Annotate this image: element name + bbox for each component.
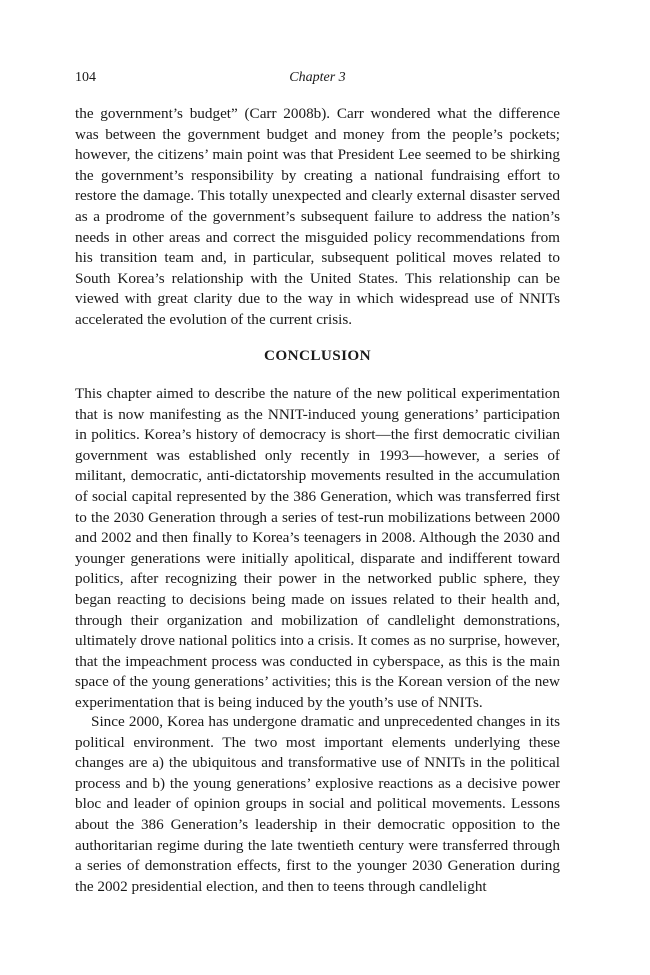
section-heading: CONCLUSION bbox=[264, 347, 371, 364]
running-head bbox=[75, 68, 560, 88]
book-page bbox=[75, 0, 560, 975]
chapter-label: Chapter 3 bbox=[289, 70, 346, 85]
body-paragraph-1: the government’s budget” (Carr 2008b). Carr wondered what the difference was between the government budget and money from the people’s pockets; however, the citizens’ main point was that President Lee seemed to be shirking the government’s responsibility by creating a national fundraising effort to restore the damage. This totally unexpected and clearly external disaster served as a prodrome of the government’s subsequent failure to address the nation’s needs in other areas and correct the misguided policy recommendations from his transition team and, in particular, subsequent political moves related to South Korea’s relationship with the United States. This relationship can be viewed with great clarity due to the way in which widespread use of NNITs accelerated the evolution of the current crisis. bbox=[75, 105, 560, 328]
body-paragraph-3: Since 2000, Korea has undergone dramatic and unprecedented changes in its political environment. The two most important elements underlying these changes are a) the ubiquitous and transformative use of NNITs in the political process and b) the young generations’ explosive reactions as a decisive power bloc and leader of opinion groups in social and political movements. Lessons about the 386 Generation’s leadership in their democratic opposition to the authoritarian regime during the late twentieth century were transferred through a series of demonstration effects, first to the younger 2030 Generation during the 2002 presidential election, and then to teens through candlelight bbox=[75, 713, 560, 895]
page-number: 104 bbox=[75, 70, 96, 85]
body-paragraph-2: This chapter aimed to describe the nature of the new political experimentation that is now manifesting as the NNIT-induced young generations’ participation in politics. Korea’s history of democracy is short—the first democratic civilian government was established only recently in 1993—however, a series of militant, democratic, anti-dictatorship movements resulted in the accumulation of social capital represented by the 386 Generation, which was transferred first to the 2030 Generation through a series of test-run mobilizations between 2000 and 2002 and then finally to Korea’s teenagers in 2008. Although the 2030 and younger generations were initially apolitical, disparate and indifferent toward politics, after recognizing their power in the networked public sphere, they began reacting to decisions being made on issues related to their health and, through their organization and mobilization of candlelight demonstrations, ultimately drove national politics into a crisis. It comes as no surprise, however, that the impeachment process was conducted in cyberspace, as this is the main space of the young generations’ activities; this is the Korean version of the new experimentation that is being induced by the youth’s use of NNITs. bbox=[75, 385, 560, 711]
